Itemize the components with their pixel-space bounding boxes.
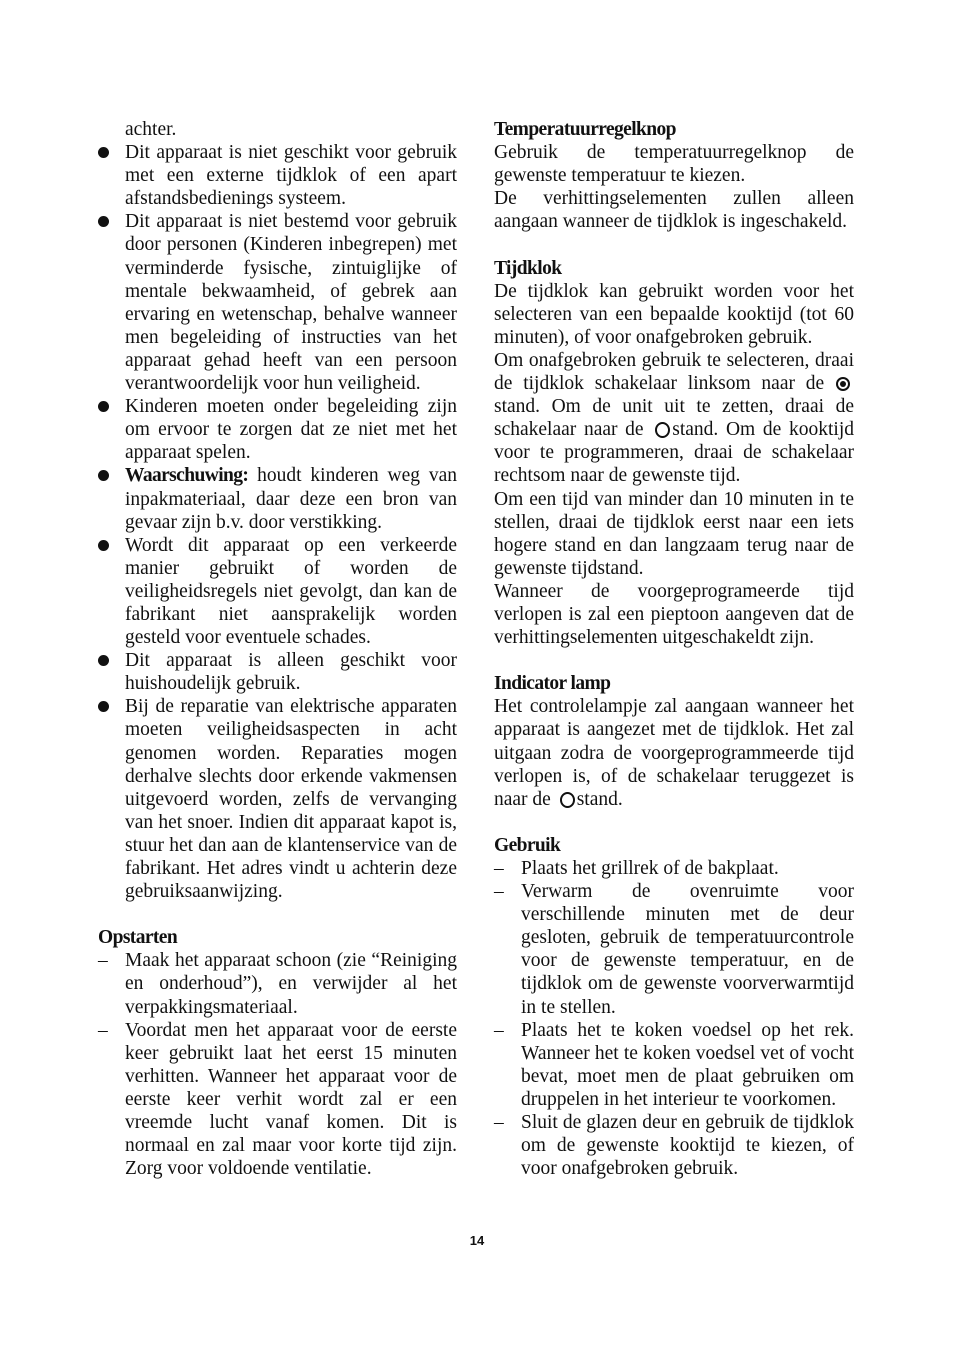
paragraph-with-icons: Om onafgebroken gebruik te selecteren, draai de tijdklok schakelaar linksom naar de stand. Om de unit uit te zetten, draai de schakelaar naar de stand. Om de kooktijd voor te programmeren, draai de schakelaar rechtsom naar de gewenste tijd.: [494, 349, 854, 487]
list-item: Dit apparaat is niet bestemd voor gebruik door personen (Kinderen inbegrepen) met verminderde fysische, zintuiglijke of mentale bekwaamheid, of gebrek aan ervaring en wetenschap, behalve wanneer men begeleiding of instructies van het apparaat gehad heeft van een persoon verantwoordelijk voor hun veiligheid.: [98, 210, 457, 395]
dash-icon: –: [98, 950, 108, 972]
list-item: Dit apparaat is alleen geschikt voor huishoudelijk gebruik.: [98, 649, 457, 695]
dash-icon: –: [494, 1112, 504, 1134]
dash-icon: –: [494, 858, 504, 879]
section-heading-indicator-lamp: Indicator lamp: [494, 673, 611, 695]
list-item: – Voordat men het apparaat voor de eerste keer gebruikt laat het eerst 15 minuten verhitten. Wanneer het apparaat voor de eerste keer verhit wordt zal er een vreemde lucht vanaf komen. Dit is normaal en zal maar voor korte tijd zijn. Zorg voor voldoende ventilatie.: [98, 1019, 457, 1180]
list-item: – Plaats het te koken voedsel op het rek. Wanneer het te koken voedsel vet of vocht bevat, moet men de plaat gebruiken om druppelen in het interieur te voorkomen.: [494, 1019, 854, 1110]
bullet-icon: [98, 147, 109, 158]
bullet-icon: [98, 216, 109, 227]
list-item: – Maak het apparaat schoon (zie “Reiniging en onderhoud”), en verwijder al het verpakkingsmateriaal.: [98, 950, 457, 1018]
warning-text: houdt kinderen weg van inpakmateriaal, daar deze een bron van gevaar zijn b.v. door verstikking.: [125, 465, 457, 533]
paragraph-with-icon: Het controlelampje zal aangaan wanneer het apparaat is aangezet met de tijdklok. Het zal uitgaan zodra de voorgeprogrammeerde tijd verlopen is, of de schakelaar teruggezet is naar de stand.: [494, 696, 854, 810]
paragraph: De tijdklok kan gebruikt worden voor het selecteren van een bepaalde kooktijd (tot 60 minuten), of voor onafgebroken gebruik.: [494, 280, 854, 348]
list-item: Wordt dit apparaat op een verkeerde manier gebruikt of worden de veiligheidsregels niet gevolgt, dan kan de fabrikant niet aansprakelijk worden gesteld voor eventuele schades.: [98, 534, 457, 649]
paragraph: Om een tijd van minder dan 10 minuten in te stellen, draai de tijdklok eerst naar een iets hogere stand en dan langzaam terug naar de gewenste tijdstand.: [494, 488, 854, 579]
list-item: Dit apparaat is niet geschikt voor gebruik met een externe tijdklok of een apart afstandsbedienings systeem.: [98, 141, 457, 210]
dash-icon: –: [98, 1019, 108, 1041]
dash-icon: –: [494, 881, 504, 903]
paragraph: Wanneer de voorgeprogrameerde tijd verlopen is zal een pieptoon aangeven dat de verhittingselementen uitgeschakeldt zijn.: [494, 580, 854, 649]
section-heading-gebruik: Gebruik: [494, 834, 561, 856]
left-column: [98, 118, 457, 1180]
bullet-icon: [98, 701, 109, 712]
right-column: [494, 118, 854, 1180]
list-item: – Sluit de glazen deur en gebruik de tijdklok om de gewenste kooktijd te kiezen, of voor onafgebroken gebruik.: [494, 1112, 854, 1180]
paragraph: Gebruik de temperatuurregelknop de gewenste temperatuur te kiezen.: [494, 142, 854, 187]
list-item: Bij de reparatie van elektrische apparaten moeten veiligheidsaspecten in acht genomen worden. Reparaties mogen derhalve slechts door erkende vakmensen uitgevoerd worden, zelfs de vervanging van het snoer. Indien dit apparaat kapot is, stuur het dan aan de klantenservice van de fabrikant. Het adres vindt u achterin deze gebruiksaanwijzing.: [98, 695, 457, 903]
bullet-icon: [98, 655, 109, 666]
section-heading-tijdklok: Tijdklok: [494, 257, 562, 279]
bullet-icon: [98, 540, 109, 551]
page-number: 14: [469, 1233, 485, 1248]
warning-item: [98, 464, 457, 533]
list-item: – Verwarm de ovenruimte voor verschillende minuten met de deur gesloten, gebruik de temperatuurcontrole voor de gewenste temperatuur, en de tijdklok om de gewenste voorverwarmtijd in te stellen.: [494, 881, 854, 1018]
continuation-text: achter.: [125, 119, 177, 140]
list-item: Kinderen moeten onder begeleiding zijn om ervoor te zorgen dat ze niet met het apparaat spelen.: [98, 395, 457, 464]
section-heading-opstarten: Opstarten: [98, 927, 178, 949]
section-heading-temperatuurregelknop: Temperatuurregelknop: [494, 119, 676, 140]
bullet-icon: [98, 470, 109, 481]
paragraph: De verhittingselementen zullen alleen aangaan wanneer de tijdklok is ingeschakeld.: [494, 188, 854, 233]
list-item: – Plaats het grillrek of de bakplaat.: [494, 858, 779, 879]
warning-label: Waarschuwing:: [125, 465, 249, 487]
bullet-icon: [98, 401, 109, 412]
continuous-on-icon: [836, 377, 850, 391]
dash-icon: –: [494, 1019, 504, 1041]
off-position-icon: [655, 422, 670, 438]
off-position-icon: [560, 792, 575, 808]
